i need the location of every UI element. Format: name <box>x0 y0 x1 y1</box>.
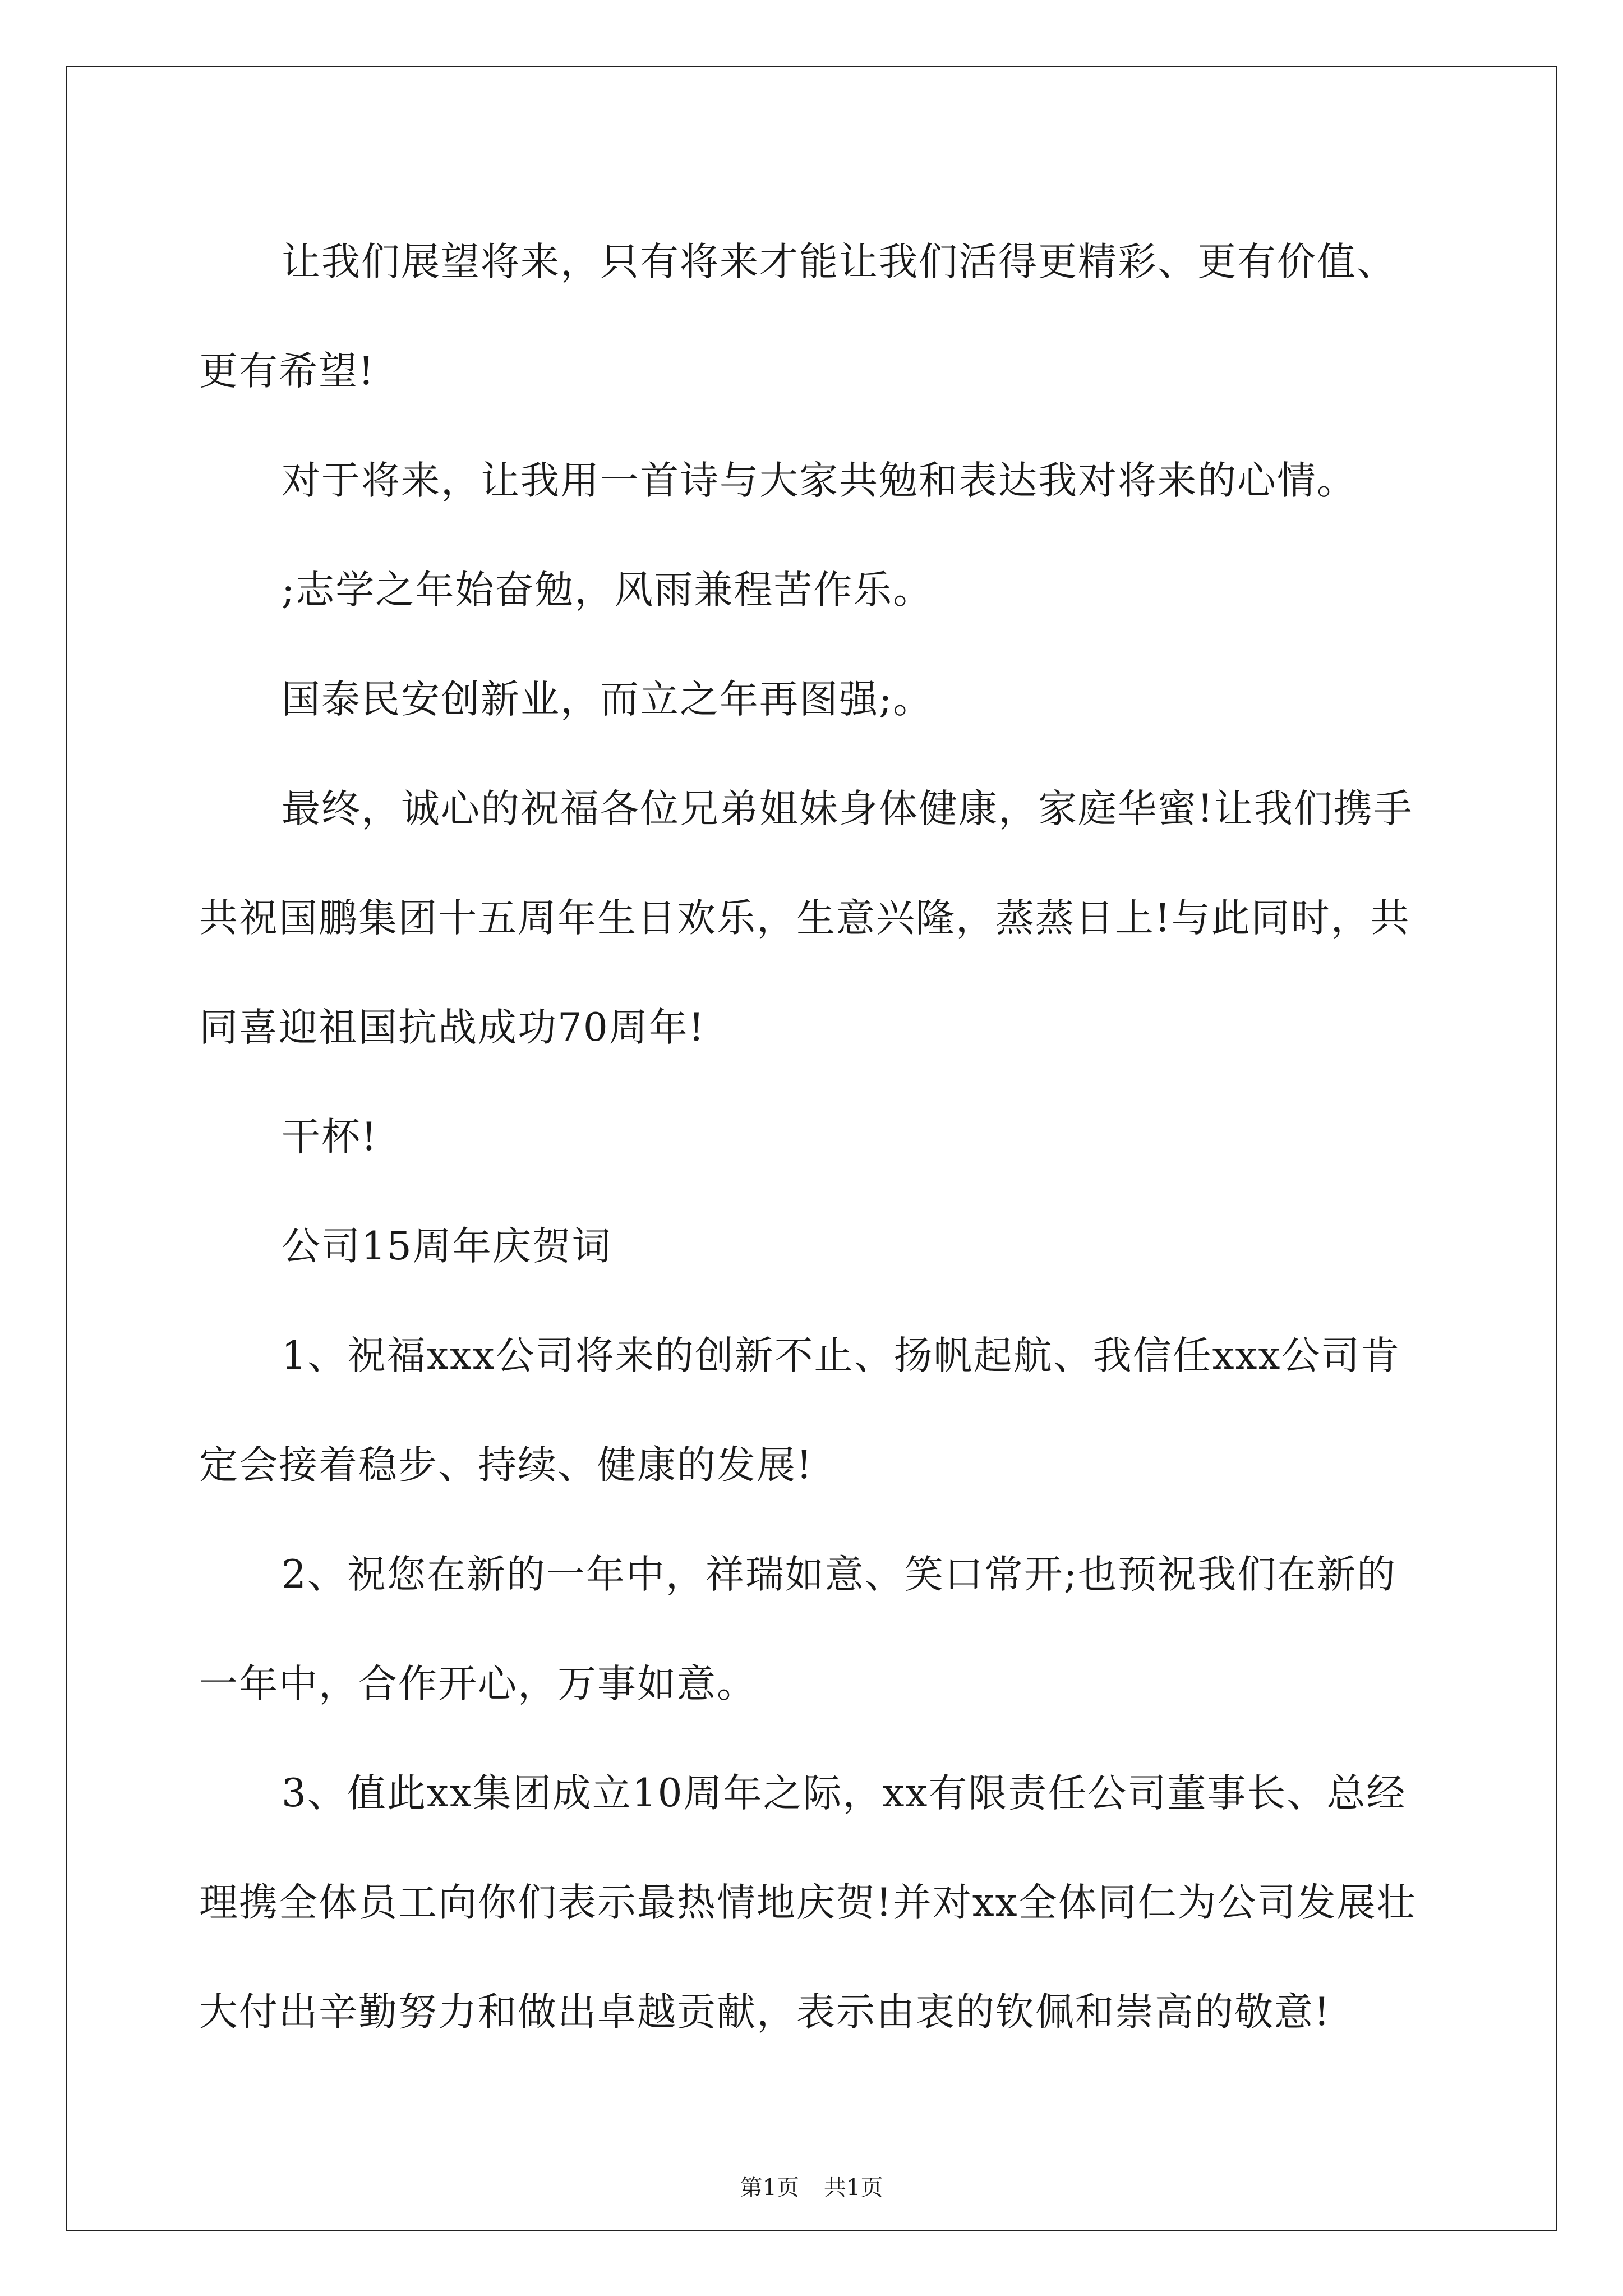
list-item: 3、值此xx集团成立10周年之际，xx有限责任公司董事长、总经理携全体员工向你们表示最热情地庆贺!并对xx全体同仁为公司发展壮大付出辛勤努力和做出卓越贡献，表示由衷的钦佩和崇高的敬意! <box>199 1771 1417 2035</box>
paragraph: 干杯! <box>282 1115 378 1159</box>
paragraph: 对于将来，让我用一首诗与大家共勉和表达我对将来的心情。 <box>282 458 1357 503</box>
paragraph: 最终，诚心的祝福各位兄弟姐妹身体健康，家庭华蜜!让我们携手共祝国鹏集团十五周年生日欢乐，生意兴隆，蒸蒸日上!与此同时，共同喜迎祖国抗战成功70周年! <box>199 786 1413 1050</box>
page-footer <box>0 2170 1623 2202</box>
list-item: 2、祝您在新的一年中，祥瑞如意、笑口常开;也预祝我们在新的一年中，合作开心，万事如意。 <box>199 1552 1397 1706</box>
paragraph: 让我们展望将来，只有将来才能让我们活得更精彩、更有价值、更有希望! <box>199 240 1396 394</box>
section-heading: 公司15周年庆贺词 <box>282 1224 612 1269</box>
paragraph: 国泰民安创新业，而立之年再图强;。 <box>282 677 933 722</box>
page-total: 共1页 <box>824 2175 883 2201</box>
document-body <box>199 208 1430 2067</box>
page-number: 第1页 <box>740 2175 799 2201</box>
paragraph: ;志学之年始奋勉，风雨兼程苦作乐。 <box>282 568 933 613</box>
list-item: 1、祝福xxx公司将来的创新不止、扬帆起航、我信任xxx公司肯定会接着稳步、持续、健康的发展! <box>199 1333 1401 1488</box>
